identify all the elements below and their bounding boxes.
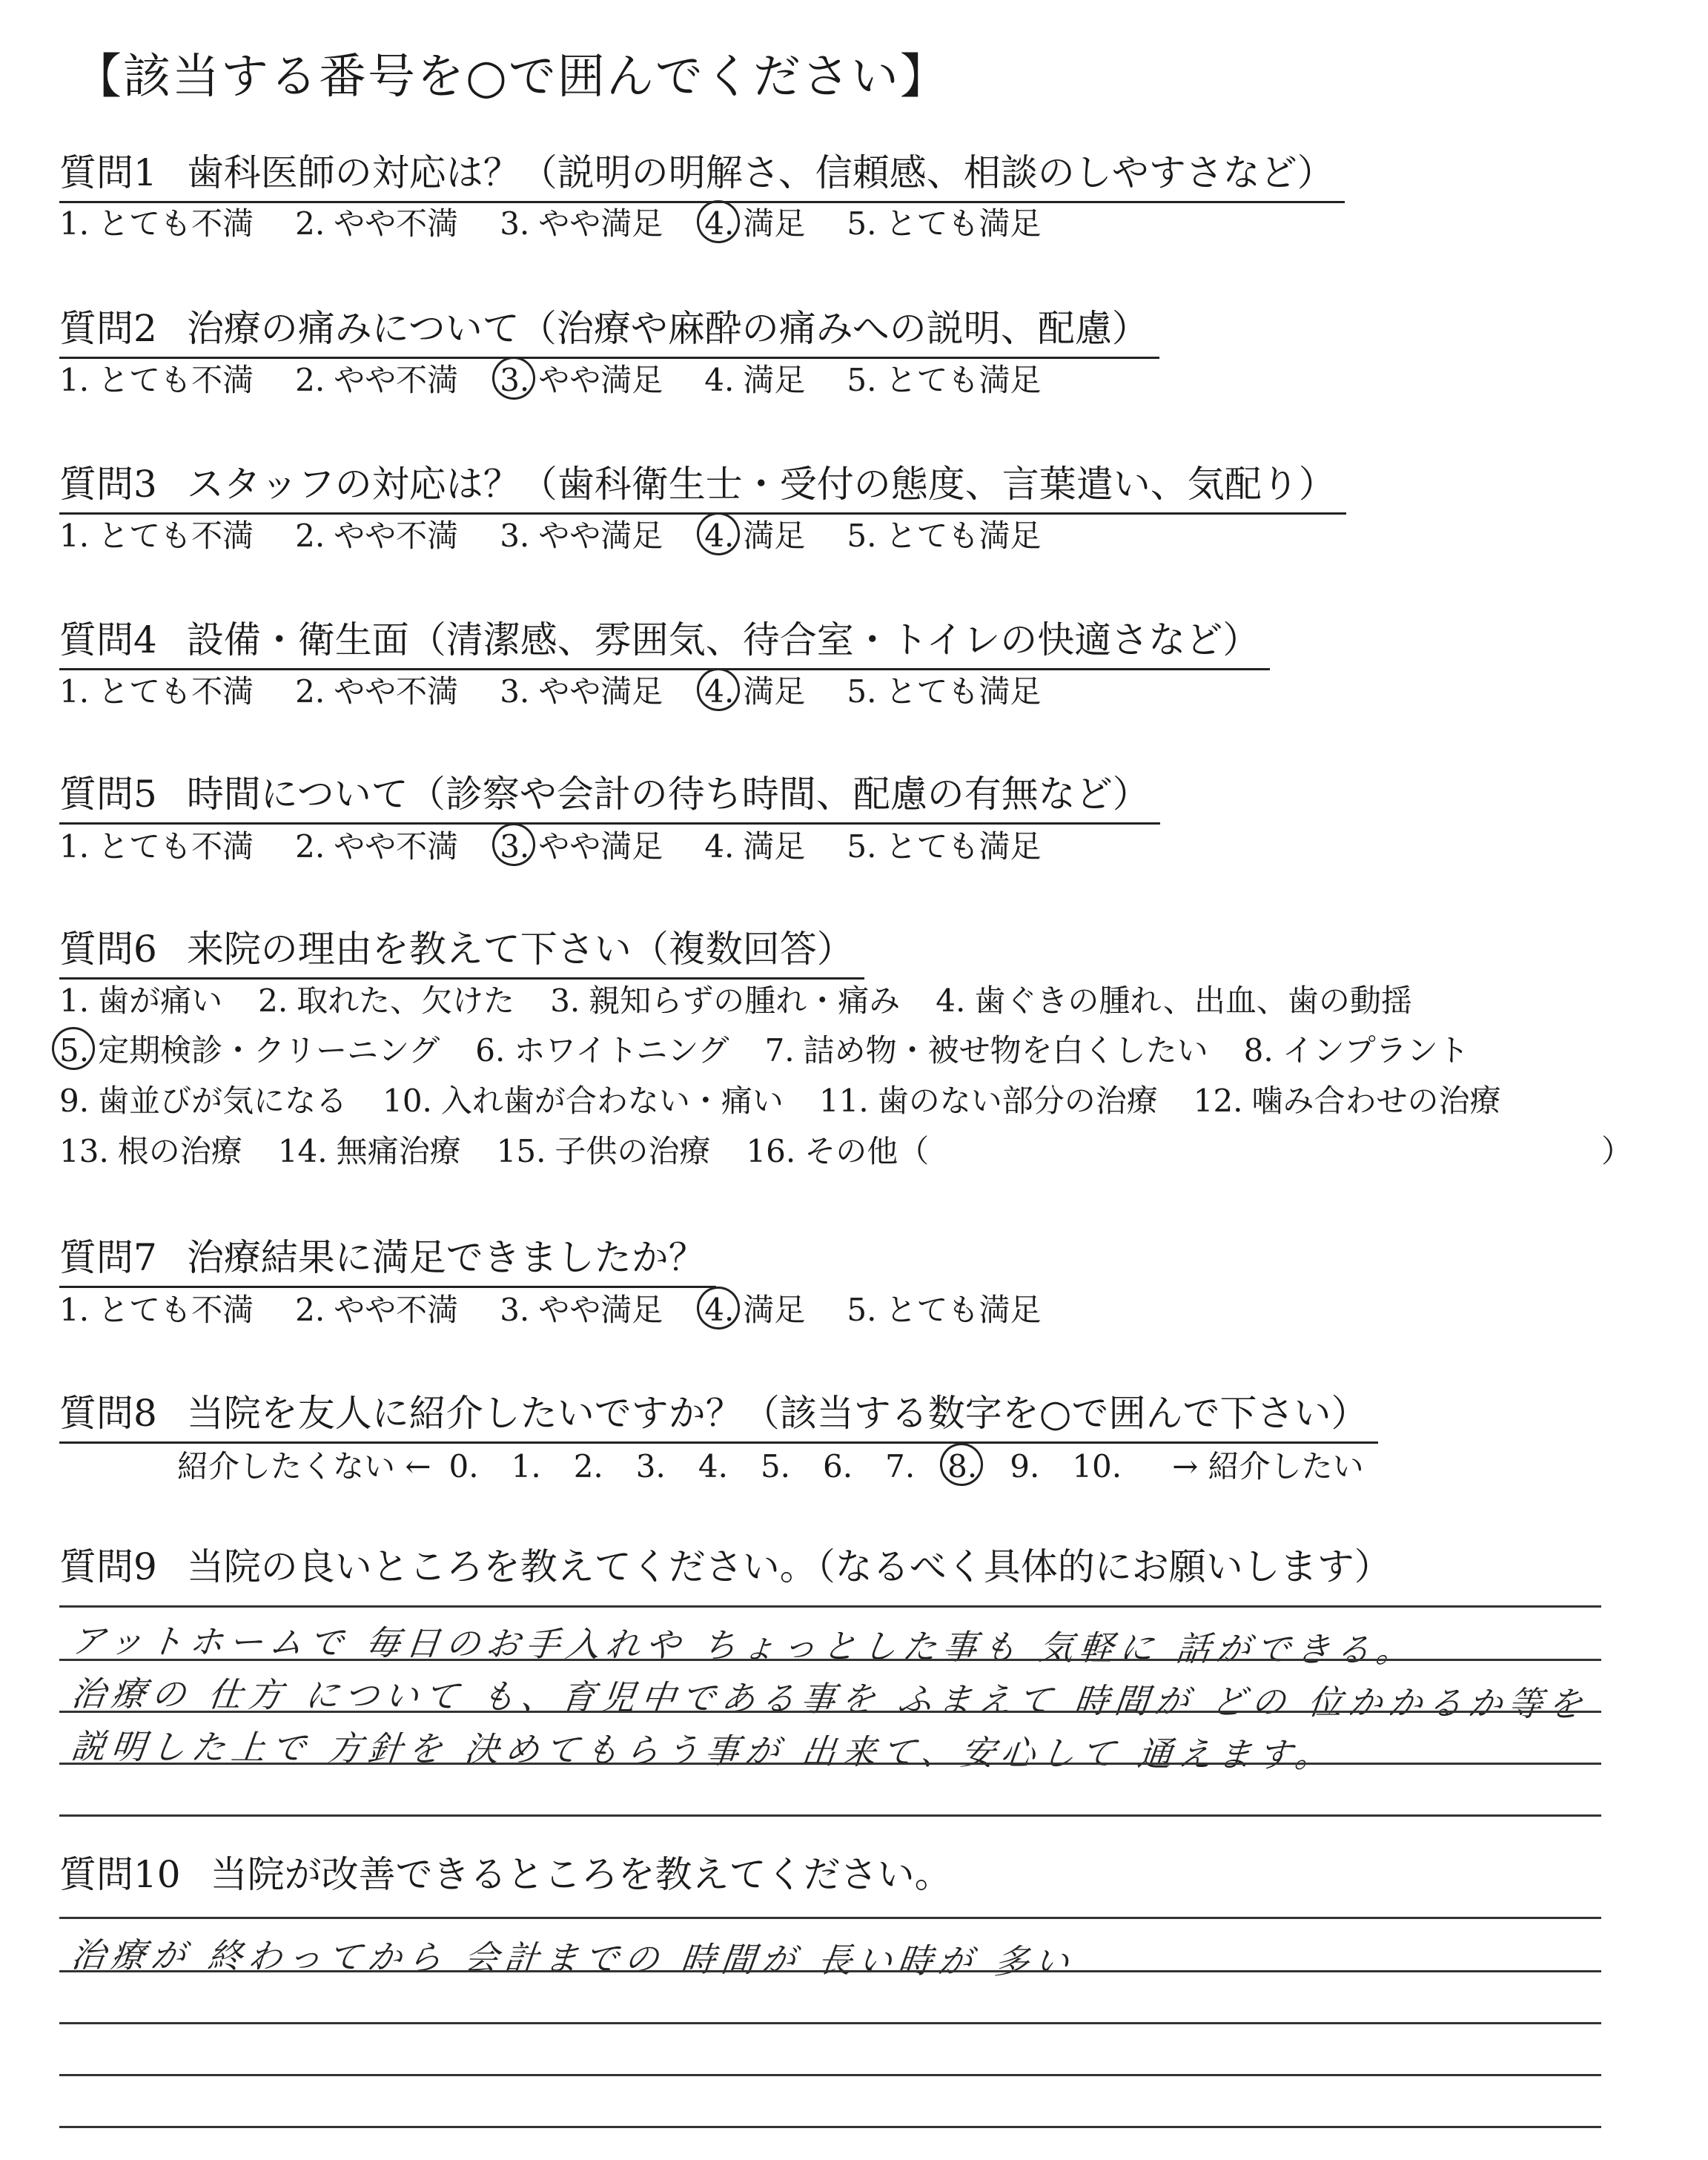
option-label: その他（ (804, 1133, 930, 1169)
option-number: 0. (448, 1448, 479, 1484)
option-number: 15. (496, 1133, 546, 1169)
answer-option[interactable] (636, 1444, 666, 1489)
answer-option[interactable] (295, 202, 458, 246)
option-label: 満足 (743, 828, 806, 865)
answer-option[interactable] (295, 514, 458, 558)
answer-option[interactable] (704, 825, 805, 869)
question-3-title (59, 456, 1346, 515)
option-number: 3. (550, 982, 580, 1019)
answer-option-selected[interactable] (500, 825, 663, 869)
answer-rule (59, 1814, 1601, 1817)
question-label: 質問1 (59, 151, 157, 194)
answer-option-selected[interactable] (947, 1444, 977, 1489)
option-number: 10. (1072, 1448, 1122, 1484)
option-number: 16. (746, 1133, 796, 1169)
handwritten-answer-line: 説明した上で 方針を 決めてもらう事が 出来て、安心して 通えます。 (69, 1726, 1337, 1775)
answer-option[interactable] (765, 1028, 1208, 1073)
answer-option[interactable] (295, 825, 458, 869)
question-7-options (59, 1288, 1082, 1332)
question-4-options (59, 670, 1082, 714)
question-1-title (59, 145, 1345, 203)
question-7-title (59, 1229, 716, 1288)
answer-option[interactable] (59, 979, 222, 1023)
option-label: 満足 (743, 673, 806, 710)
answer-option[interactable] (847, 202, 1041, 246)
answer-option[interactable] (847, 514, 1041, 558)
answer-option[interactable] (278, 1129, 461, 1174)
question-1-options (59, 202, 1082, 246)
option-number: 4. (704, 670, 734, 714)
answer-option[interactable] (295, 670, 458, 714)
option-number: 8. (1243, 1032, 1274, 1069)
answer-option[interactable] (847, 825, 1041, 869)
option-number: 2. (295, 518, 325, 554)
answer-option[interactable] (295, 358, 458, 403)
answer-option[interactable] (500, 514, 663, 558)
question-2-options (59, 358, 1082, 403)
option-number: 3. (500, 205, 530, 242)
option-label: 無痛治療 (336, 1133, 461, 1169)
question-6-title (59, 921, 864, 980)
option-label: とても不満 (98, 828, 254, 865)
option-number: 5. (847, 205, 877, 242)
option-number: 8. (947, 1444, 977, 1489)
answer-option[interactable] (819, 1079, 1158, 1123)
answer-option[interactable] (1072, 1444, 1122, 1489)
answer-rule (59, 2074, 1601, 2076)
answer-option-selected[interactable] (59, 1028, 440, 1073)
option-number: 3. (500, 358, 529, 403)
option-label: 親知らずの腫れ・痛み (589, 982, 901, 1019)
option-label: とても不満 (98, 673, 254, 710)
question-label: 質問10 (59, 1853, 181, 1896)
answer-option[interactable] (295, 1288, 458, 1332)
question-text: 治療の痛みについて（治療や麻酔の痛みへの説明、配慮） (186, 307, 1149, 350)
option-number: 4. (704, 202, 734, 246)
answer-option-selected[interactable] (704, 670, 805, 714)
option-number: 7. (885, 1448, 916, 1484)
question-text: 歯科医師の対応は？（説明の明解さ、信頼感、相談のしやすさなど） (186, 151, 1334, 194)
option-label: やや不満 (334, 205, 459, 242)
option-number: 5. (847, 673, 877, 710)
option-number: 6. (475, 1032, 506, 1069)
option-label: インプラント (1282, 1032, 1469, 1069)
question-text: 当院が改善できるところを教えてください。 (210, 1853, 952, 1896)
answer-option[interactable] (59, 825, 254, 869)
option-label: とても不満 (98, 362, 254, 398)
answer-option-selected[interactable] (704, 514, 805, 558)
answer-option[interactable] (258, 979, 514, 1023)
option-label: とても満足 (885, 673, 1042, 710)
option-number: 14. (277, 1133, 328, 1169)
option-number: 9. (1010, 1448, 1040, 1484)
answer-option[interactable] (59, 670, 254, 714)
option-number: 2. (295, 673, 325, 710)
option-number: 3. (500, 825, 529, 869)
question-2-title (59, 300, 1159, 359)
question-label: 質問4 (59, 618, 157, 661)
question-9-title (59, 1539, 1402, 1595)
option-label: とても満足 (885, 828, 1042, 865)
option-label: とても満足 (885, 205, 1042, 242)
option-number: 2. (295, 1292, 325, 1328)
option-number: 2. (295, 362, 325, 398)
question-4-title (59, 612, 1270, 670)
question-10-title (59, 1846, 962, 1903)
option-label: とても不満 (98, 205, 254, 242)
option-number: 1. (59, 518, 90, 554)
option-label: やや満足 (538, 828, 663, 865)
other-close-paren: ） (1601, 1133, 1633, 1169)
answer-option[interactable] (59, 358, 254, 403)
question-label: 質問9 (59, 1545, 157, 1588)
answer-option[interactable] (847, 1288, 1041, 1332)
answer-option[interactable] (885, 1444, 915, 1489)
option-number: 2. (295, 205, 325, 242)
answer-option[interactable] (1010, 1444, 1039, 1489)
option-label: とても不満 (98, 1292, 254, 1328)
answer-rule (59, 1605, 1601, 1608)
option-label: とても満足 (885, 518, 1042, 554)
question-6-options-row-2 (59, 1028, 1505, 1073)
question-6-options-row-3 (59, 1079, 1537, 1123)
answer-rule (59, 1763, 1601, 1765)
option-label: とても満足 (885, 1292, 1042, 1328)
question-6-options-row-4 (59, 1129, 964, 1174)
question-5-options (59, 825, 1082, 869)
answer-option-selected[interactable] (704, 202, 805, 246)
answer-option[interactable] (59, 1288, 254, 1332)
answer-option-selected[interactable] (500, 358, 663, 403)
option-label: 満足 (743, 518, 806, 554)
answer-option[interactable] (847, 358, 1041, 403)
option-label: 歯のない部分の治療 (877, 1083, 1158, 1119)
option-label: 定期検診・クリーニング (98, 1032, 440, 1069)
option-number: 9. (59, 1083, 90, 1119)
option-number: 2. (573, 1448, 603, 1484)
answer-option[interactable] (761, 1444, 790, 1489)
option-number: 6. (823, 1448, 853, 1484)
question-3-options (59, 514, 1082, 558)
option-label: やや不満 (334, 828, 459, 865)
handwritten-answer-line: 治療の 仕方 について も、育児中である事を ふまえて 時間が どの 位かかるか等を (69, 1673, 1591, 1725)
answer-option[interactable] (59, 1079, 347, 1123)
option-label: やや不満 (334, 362, 459, 398)
question-text: 当院の良いところを教えてください。（なるべく具体的にお願いします） (186, 1545, 1391, 1588)
answer-option[interactable] (936, 979, 1412, 1023)
answer-option[interactable] (512, 1444, 541, 1489)
option-number: 7. (764, 1032, 795, 1069)
answer-option[interactable] (500, 202, 663, 246)
option-label: 満足 (743, 205, 806, 242)
option-number: 3. (500, 518, 530, 554)
option-number: 2. (258, 982, 288, 1019)
option-label: やや満足 (538, 205, 663, 242)
answer-option[interactable] (383, 1079, 784, 1123)
answer-option[interactable] (823, 1444, 853, 1489)
answer-option[interactable] (59, 1129, 242, 1174)
option-number: 2. (295, 828, 325, 865)
option-label: とても不満 (98, 518, 254, 554)
question-text: 時間について（診察や会計の待ち時間、配慮の有無など） (186, 773, 1150, 816)
scale-right-label: → 紹介したい (1172, 1448, 1364, 1484)
question-8-title (59, 1385, 1378, 1444)
answer-rule (59, 2022, 1601, 2024)
answer-option-selected[interactable] (704, 1288, 805, 1332)
option-label: やや満足 (538, 1292, 663, 1328)
option-number: 4. (704, 828, 735, 865)
option-number: 1. (59, 982, 90, 1019)
option-number: 4. (704, 1288, 734, 1332)
answer-rule (59, 1970, 1601, 1972)
answer-option[interactable] (550, 979, 900, 1023)
option-label: 詰め物・被せ物を白くしたい (803, 1032, 1208, 1069)
option-number: 1. (511, 1448, 541, 1484)
option-label: 噛み合わせの治療 (1251, 1083, 1501, 1119)
question-5-title (59, 766, 1160, 825)
answer-option[interactable] (500, 670, 663, 714)
option-label: 取れた、欠けた (297, 982, 515, 1019)
answer-option[interactable] (497, 1129, 711, 1174)
question-label: 質問2 (59, 307, 157, 350)
question-text: 設備・衛生面（清潔感、雰囲気、待合室・トイレの快適さなど） (186, 618, 1260, 661)
handwritten-answer-line: アットホームで 毎日のお手入れや ちょっとした事も 気軽に 話ができる。 (69, 1620, 1419, 1671)
question-label: 質問5 (59, 773, 157, 816)
option-label: 歯並びが気になる (98, 1083, 348, 1119)
option-label: やや不満 (334, 1292, 459, 1328)
scale-left-label: 紹介したくない ← (177, 1448, 431, 1484)
option-label: 子供の治療 (555, 1133, 711, 1169)
option-number: 11. (818, 1083, 869, 1119)
answer-option[interactable] (59, 514, 254, 558)
answer-option[interactable] (574, 1444, 603, 1489)
option-label: やや満足 (538, 673, 663, 710)
option-label: やや不満 (334, 673, 459, 710)
option-number: 5. (760, 1448, 791, 1484)
option-label: やや満足 (538, 362, 663, 398)
question-text: 当院を友人に紹介したいですか？（該当する数字を○で囲んで下さい） (186, 1392, 1368, 1435)
question-8-scale (159, 1444, 1382, 1489)
option-label: 満足 (743, 1292, 806, 1328)
answer-rule (59, 1917, 1601, 1919)
option-number: 4. (704, 362, 735, 398)
option-label: 歯が痛い (98, 982, 223, 1019)
answer-option[interactable] (746, 1129, 929, 1174)
question-label: 質問8 (59, 1392, 157, 1435)
option-number: 5. (847, 518, 877, 554)
option-label: 満足 (743, 362, 806, 398)
option-number: 5. (847, 828, 877, 865)
form-header: 【該当する番号を○で囲んでください】 (74, 50, 949, 105)
answer-option[interactable] (59, 202, 254, 246)
option-number: 1. (59, 205, 90, 242)
question-text: 来院の理由を教えて下さい（複数回答） (186, 928, 854, 971)
option-number: 1. (59, 362, 90, 398)
answer-option[interactable] (704, 358, 805, 403)
option-label: やや満足 (538, 518, 663, 554)
answer-option[interactable] (1244, 1028, 1469, 1073)
answer-option[interactable] (847, 670, 1041, 714)
option-number: 4. (704, 514, 734, 558)
question-label: 質問6 (59, 928, 157, 971)
option-label: ホワイトニング (514, 1032, 729, 1069)
option-number: 5. (847, 1292, 877, 1328)
answer-rule (59, 1659, 1601, 1661)
option-number: 3. (500, 1292, 530, 1328)
option-label: 入れ歯が合わない・痛い (440, 1083, 784, 1119)
answer-option[interactable] (449, 1444, 479, 1489)
option-number: 1. (59, 828, 90, 865)
answer-option[interactable] (1194, 1079, 1501, 1123)
option-number: 4. (698, 1448, 728, 1484)
option-number: 3. (635, 1448, 666, 1484)
question-label: 質問7 (59, 1236, 157, 1279)
option-number: 5. (847, 362, 877, 398)
answer-rule (59, 2126, 1601, 2128)
question-6-options-row-1 (59, 979, 1448, 1023)
option-number: 4. (936, 982, 966, 1019)
option-label: やや不満 (334, 518, 459, 554)
option-label: 歯ぐきの腫れ、出血、歯の動揺 (974, 982, 1412, 1019)
question-text: 治療結果に満足できましたか？ (186, 1236, 706, 1279)
answer-option[interactable] (698, 1444, 728, 1489)
option-number: 13. (59, 1133, 109, 1169)
question-label: 質問3 (59, 463, 157, 506)
option-number: 1. (59, 1292, 90, 1328)
option-label: 根の治療 (117, 1133, 242, 1169)
option-number: 12. (1193, 1083, 1243, 1119)
answer-option[interactable] (475, 1028, 729, 1073)
option-number: 1. (59, 673, 90, 710)
question-text: スタッフの対応は？（歯科衛生士・受付の態度、言葉遣い、気配り） (186, 463, 1336, 506)
option-label: とても満足 (885, 362, 1042, 398)
answer-rule (59, 1711, 1601, 1713)
handwritten-answer-line: 治療が 終わってから 会計までの 時間が 長い時が 多い (69, 1935, 1077, 1982)
option-number: 10. (383, 1083, 432, 1119)
answer-option[interactable] (500, 1288, 663, 1332)
option-number: 3. (500, 673, 530, 710)
option-number: 5. (59, 1028, 89, 1073)
